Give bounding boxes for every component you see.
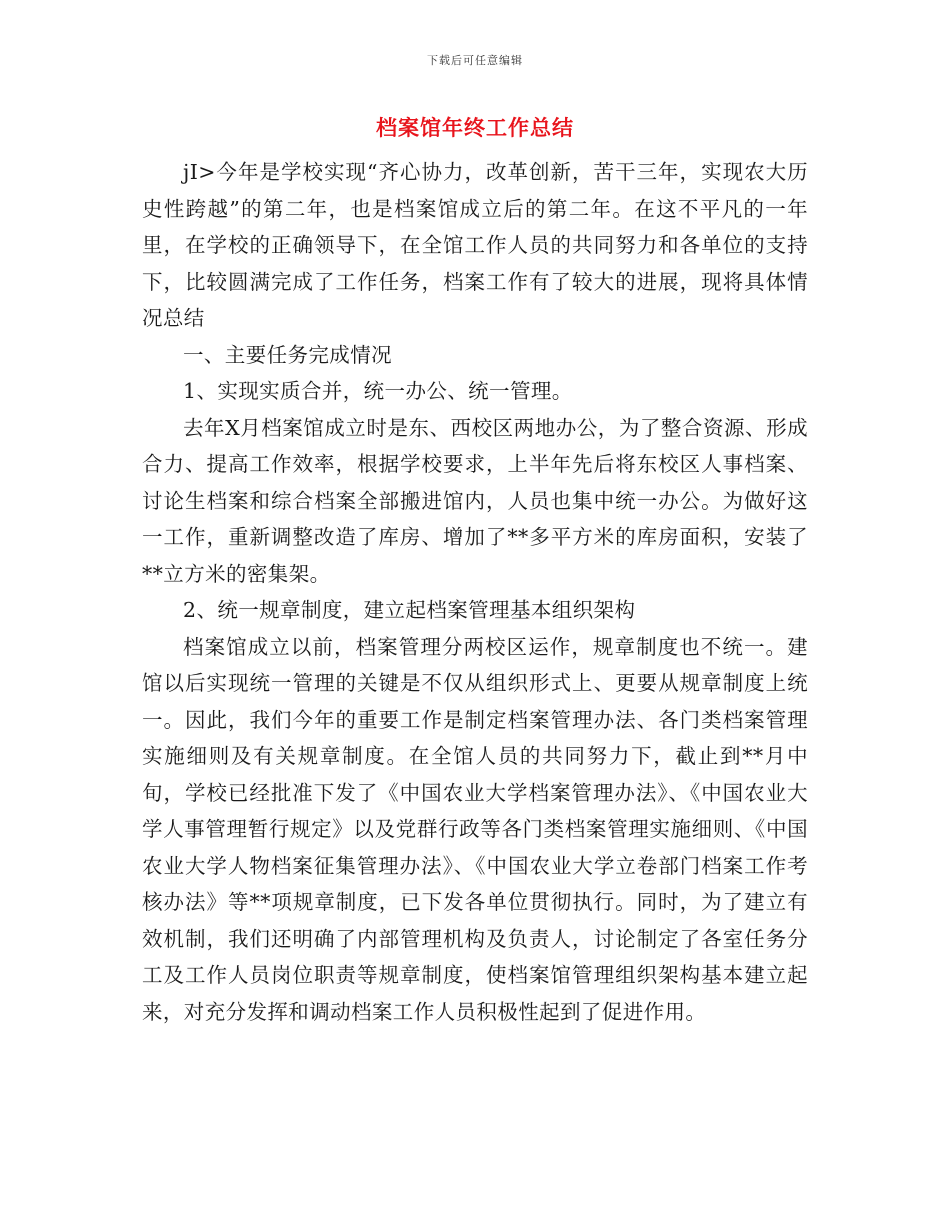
section-heading: 一、主要任务完成情况 xyxy=(183,342,392,367)
subsection-heading: 2、统一规章制度，建立起档案管理基本组织架构 xyxy=(183,598,636,622)
document-body xyxy=(142,154,808,1030)
document-title: 档案馆年终工作总结 xyxy=(376,115,574,140)
subsection-heading: 1、实现实质合并，统一办公、统一管理。 xyxy=(183,379,573,403)
paragraph: 去年X月档案馆成立时是东、西校区两地办公，为了整合资源、形成合力、提高工作效率，根据学校要求，上半年先后将东校区人事档案、讨论生档案和综合档案全部搬进馆内，人员也集中统一办公。为做好这一工作，重新调整改造了库房、增加了**多平方米的库房面积，安装了**立方米的密集架。 xyxy=(142,415,808,586)
header-note: 下载后可任意编辑 xyxy=(427,54,523,67)
paragraph-intro: jI>今年是学校实现“齐心协力，改革创新，苦干三年，实现农大历史性跨越”的第二年，也是档案馆成立后的第二年。在这不平凡的一年里，在学校的正确领导下，在全馆工作人员的共同努力和各单位的支持下，比较圆满完成了工作任务，档案工作有了较大的进展，现将具体情况总结 xyxy=(142,160,808,330)
paragraph: 档案馆成立以前，档案管理分两校区运作，规章制度也不统一。建馆以后实现统一管理的关键是不仅从组织形式上、更要从规章制度上统一。因此，我们今年的重要工作是制定档案管理办法、各门类档案管理实施细则及有关规章制度。在全馆人员的共同努力下，截止到**月中旬，学校已经批准下发了《中国农业大学档案管理办法》、《中国农业大学人事管理暂行规定》以及党群行政等各门类档案管理实施细则、《中国农业大学人物档案征集管理办法》、《中国农业大学立卷部门档案工作考核办法》等**项规章制度，已下发各单位贯彻执行。同时，为了建立有效机制，我们还明确了内部管理机构及负责人，讨论制定了各室任务分工及工作人员岗位职责等规章制度，使档案馆管理组织架构基本建立起来，对充分发挥和调动档案工作人员积极性起到了促进作用。 xyxy=(142,634,808,1024)
